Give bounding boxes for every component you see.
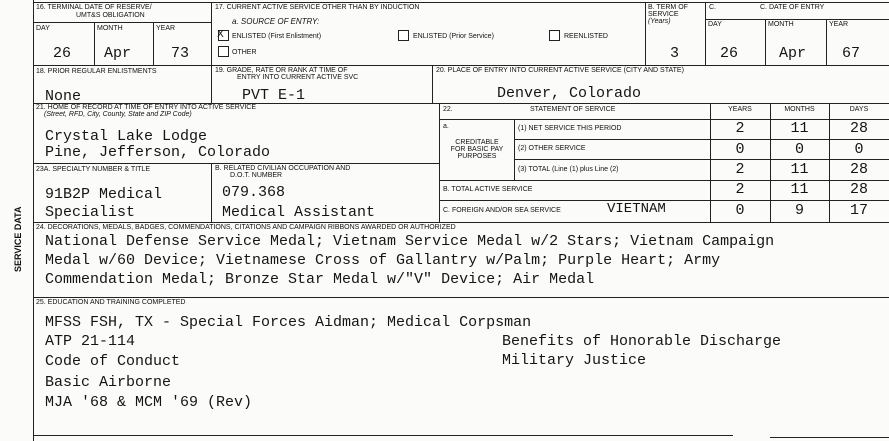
box18-label: 18. PRIOR REGULAR ENLISTMENTS — [36, 68, 157, 75]
box23b-label2: D.O.T. NUMBER — [230, 172, 283, 179]
box25-right1: Benefits of Honorable Discharge — [502, 333, 782, 350]
box25-line5: MJA '68 & MCM '69 (Rev) — [45, 394, 253, 411]
box17c-col-year: YEAR — [829, 21, 849, 28]
box22-row3-years: 2 — [735, 161, 745, 178]
box24-label: 24. DECORATIONS, MEDALS, BADGES, COMMENDATIONS, CITATIONS AND CAMPAIGN RIBBONS AWARDED OR AUTHORIZED — [36, 224, 456, 231]
checkbox-other[interactable] — [218, 46, 229, 57]
box17-source-label: a. SOURCE OF ENTRY: — [232, 17, 320, 26]
box22-row-b-months: 11 — [790, 181, 809, 198]
box16-col-line-1 — [94, 22, 95, 65]
box22-row-c-years: 0 — [735, 202, 745, 219]
box16-col-year: YEAR — [156, 25, 176, 32]
box22-label: STATEMENT OF SERVICE — [530, 106, 616, 113]
box22-row-line-2 — [514, 159, 889, 160]
divider-17b-17c — [705, 2, 706, 65]
box22-row2-months: 0 — [794, 141, 804, 158]
box16-month-value: Apr — [104, 45, 132, 62]
box22-col-months: MONTHS — [784, 106, 815, 113]
check-mark: X — [217, 29, 224, 40]
bottom-border — [33, 435, 733, 436]
box21-line2: Pine, Jefferson, Colorado — [45, 144, 271, 161]
box22-row1-label: (1) NET SERVICE THIS PERIOD — [518, 125, 622, 132]
box23a-line2: Specialist — [45, 204, 136, 221]
box22-row-c-months: 9 — [794, 202, 804, 219]
box25-line4: Basic Airborne — [45, 374, 172, 391]
box16-label1: 16. TERMINAL DATE OF RESERVE/ — [36, 4, 152, 11]
box23a-label: 23A. SPECIALTY NUMBER & TITLE — [36, 166, 150, 173]
opt-reenlisted: REENLISTED — [564, 33, 608, 40]
box18-value: None — [45, 88, 82, 105]
box16-header-line — [33, 22, 211, 23]
box20-value: Denver, Colorado — [497, 85, 642, 102]
box22-creditable-1: CREDITABLE — [455, 139, 499, 146]
box23b-line2: Medical Assistant — [222, 204, 376, 221]
box22-label-num: 22. — [443, 106, 453, 113]
box17c-label: C. DATE OF ENTRY — [760, 4, 825, 11]
box22-row-line-1 — [514, 139, 889, 140]
box22-row2-days: 0 — [854, 141, 864, 158]
box20-label: 20. PLACE OF ENTRY INTO CURRENT ACTIVE SERVICE (CITY AND STATE) — [436, 67, 684, 74]
box22-row-b-label: B. TOTAL ACTIVE SERVICE — [443, 186, 533, 193]
box22-row3-days: 28 — [849, 161, 868, 178]
box17c-month-value: Apr — [779, 45, 807, 62]
box25-right2: Military Justice — [502, 352, 647, 369]
box17c-col-line-1 — [765, 19, 766, 65]
box17c-day-value: 26 — [720, 45, 739, 62]
divider-17-17b — [645, 2, 646, 65]
box23b-line1: 079.368 — [222, 184, 286, 201]
box19-label2: ENTRY INTO CURRENT ACTIVE SVC — [237, 74, 359, 81]
box25-line1: MFSS FSH, TX - Special Forces Aidman; Medical Corpsman — [45, 314, 532, 331]
box22-col-years: YEARS — [728, 106, 752, 113]
top-border — [33, 2, 889, 3]
box17b-value: 3 — [670, 45, 680, 62]
divider-23a-23b — [211, 163, 212, 222]
box21-label2: (Street, RFD, City, County, State and ZIP Code) — [44, 111, 192, 118]
bottom-right-border — [770, 437, 889, 438]
box22-row1-months: 11 — [790, 120, 809, 137]
box22-row3-months: 11 — [790, 161, 809, 178]
side-label: SERVICE DATA — [13, 206, 23, 272]
box22-col-days: DAYS — [849, 106, 869, 113]
box17c-col-month: MONTH — [768, 21, 794, 28]
box19-label1: 19. GRADE, RATE OR RANK AT TIME OF — [215, 67, 348, 74]
row-divider-3 — [33, 163, 439, 164]
box16-label2: UMT&S OBLIGATION — [76, 12, 145, 19]
box17c-header-line — [705, 19, 889, 20]
box16-col-month: MONTH — [97, 25, 123, 32]
box24-line1: National Defense Service Medal; Vietnam Service Medal w/2 Stars; Vietnam Campaign — [45, 233, 775, 250]
box21-line1: Crystal Lake Lodge — [45, 128, 208, 145]
box22-row1-years: 2 — [735, 120, 745, 137]
row-divider-5 — [33, 297, 889, 298]
box23b-label1: B. RELATED CIVILIAN OCCUPATION AND — [215, 165, 351, 172]
divider-16-17 — [211, 2, 212, 103]
box25-line3: Code of Conduct — [45, 353, 181, 370]
box17c-col-line-2 — [826, 19, 827, 65]
box17c-prefix: C. — [709, 4, 716, 11]
box23a-line1: 91B2P Medical — [45, 186, 163, 203]
box17-label: 17. CURRENT ACTIVE SERVICE OTHER THAN BY INDUCTION — [215, 4, 420, 11]
box22-row-c-days: 17 — [849, 202, 868, 219]
checkbox-enlisted-prior[interactable] — [398, 30, 409, 41]
box22-row3-label: (3) TOTAL (Line (1) plus Line (2) — [518, 166, 619, 173]
box22-creditable-divider — [514, 119, 515, 180]
opt-enlisted-prior: ENLISTED (Prior Service) — [413, 33, 494, 40]
box16-day-value: 26 — [53, 45, 72, 62]
opt-other: OTHER — [232, 49, 257, 56]
box17b-label1: B. TERM OF — [648, 4, 688, 11]
box25-label: 25. EDUCATION AND TRAINING COMPLETED — [36, 299, 186, 306]
box17b-label2: SERVICE — [648, 11, 679, 18]
box22-row2-years: 0 — [735, 141, 745, 158]
row-divider-4 — [33, 222, 889, 223]
box25-line2: ATP 21-114 — [45, 333, 136, 350]
box22-a-label: a. — [443, 123, 449, 130]
box22-row-b-days: 28 — [849, 181, 868, 198]
opt-enlisted-first: ENLISTED (First Enlistment) — [232, 33, 322, 40]
box17b-label3: (Years) — [648, 18, 671, 25]
box17c-col-day: DAY — [708, 21, 722, 28]
divider-19-20 — [432, 65, 433, 103]
checkbox-reenlisted[interactable] — [549, 30, 560, 41]
box22-creditable-2: FOR BASIC PAY — [450, 146, 504, 153]
box24-line2: Medal w/60 Device; Vietnamese Cross of Gallantry w/Palm; Purple Heart; Army — [45, 252, 721, 269]
box22-row-b-years: 2 — [735, 181, 745, 198]
box16-col-day: DAY — [36, 25, 50, 32]
box24-line3: Commendation Medal; Bronze Star Medal w/"V" Device; Air Medal — [45, 271, 595, 288]
box17c-year-value: 67 — [842, 45, 861, 62]
box22-row-c-extra: VIETNAM — [607, 201, 666, 217]
box22-row2-label: (2) OTHER SERVICE — [518, 145, 586, 152]
left-margin-line — [33, 0, 34, 441]
box19-value: PVT E-1 — [242, 87, 306, 104]
box21-label1: 21. HOME OF RECORD AT TIME OF ENTRY INTO ACTIVE SERVICE — [36, 104, 257, 111]
box16-year-value: 73 — [171, 45, 190, 62]
box22-creditable-3: PURPOSES — [457, 153, 497, 160]
row-divider-1 — [33, 65, 889, 66]
divider-left-22 — [439, 103, 440, 222]
box22-row-c-label: C. FOREIGN AND/OR SEA SERVICE — [443, 207, 561, 214]
box16-col-line-2 — [153, 22, 154, 65]
box22-row1-days: 28 — [849, 120, 868, 137]
